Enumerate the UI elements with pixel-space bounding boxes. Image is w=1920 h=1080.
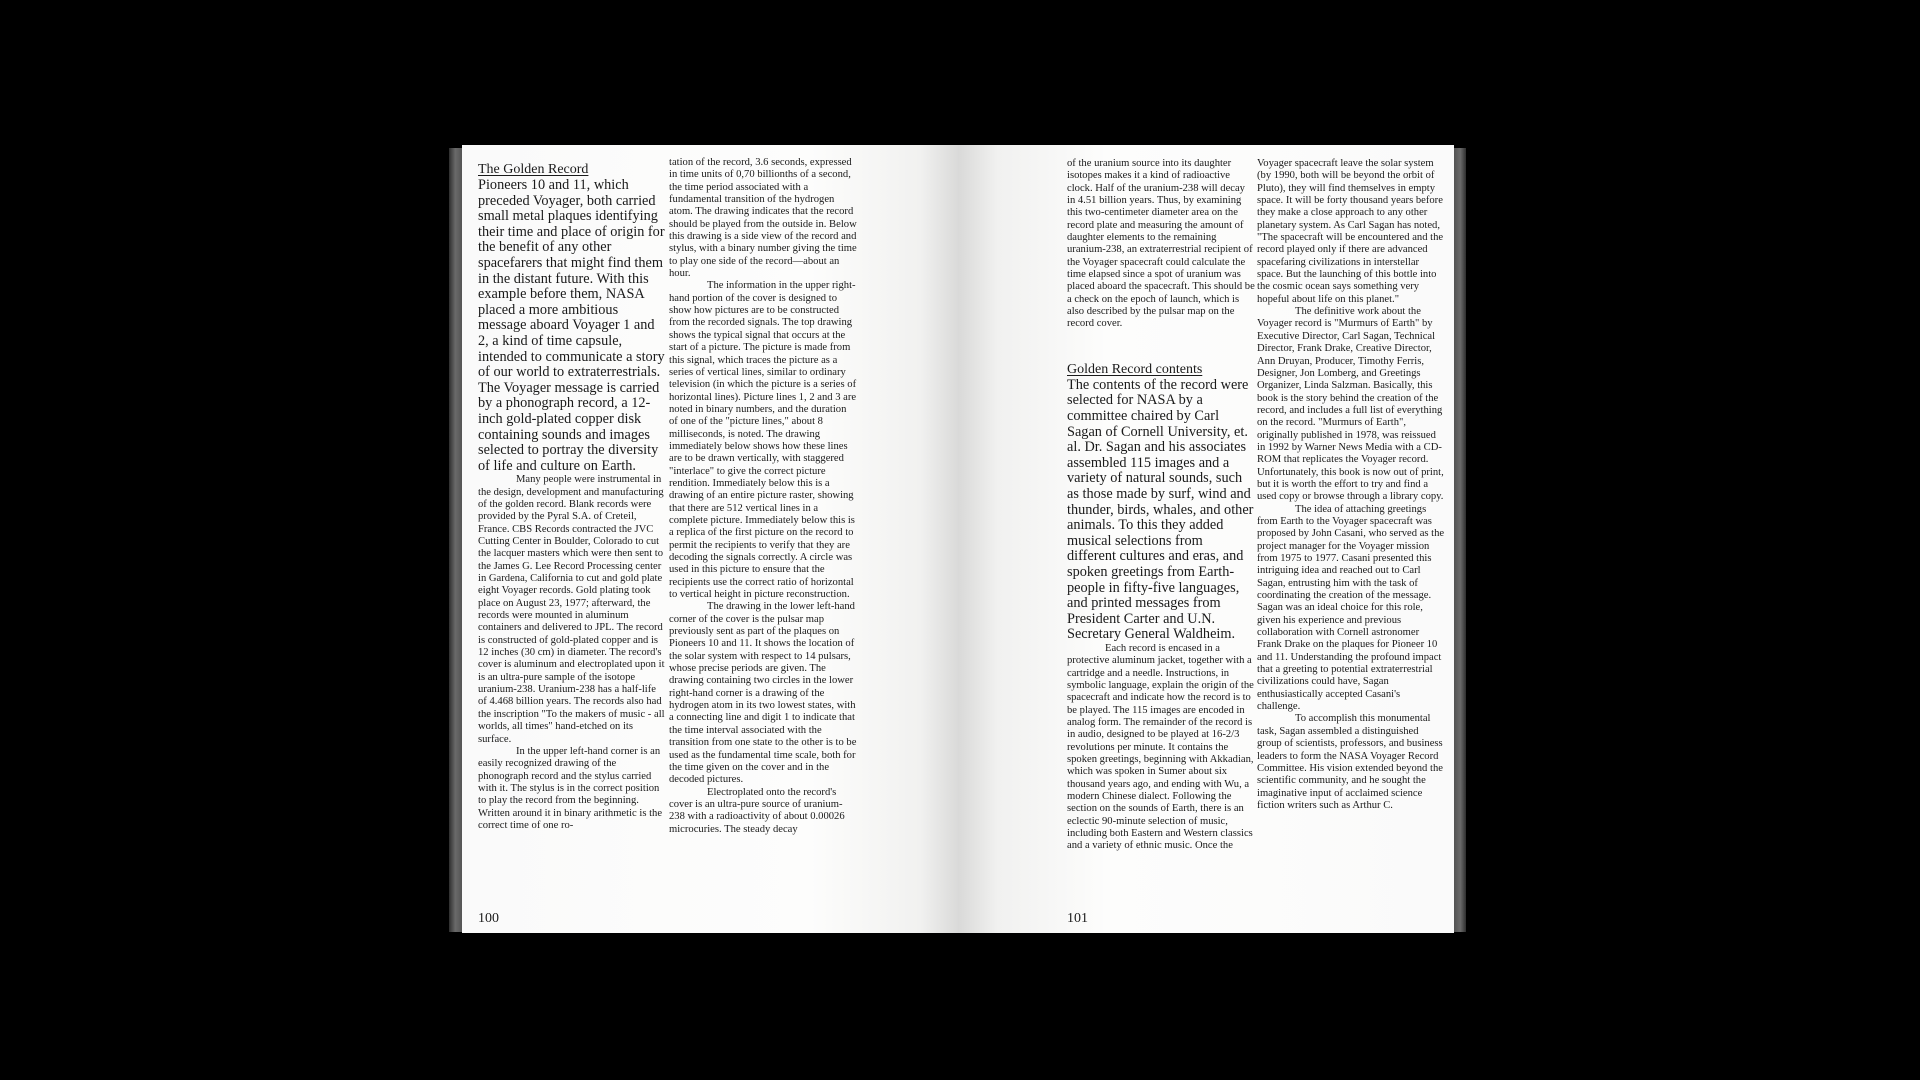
body-paragraph: Voyager spacecraft leave the solar system (by 1990, both will be beyond the orbit of Pluto), they will find themselves in empty space. It will be forty thousand years before they make a close approach to any other planetary system. As Carl Sagan has noted, "The spacecraft will be encountered and the record played only if there are advanced spacefaring civilizations in interstellar space. But the launching of this bottle into the cosmic ocean says something very hopeful about life on this planet." — [1257, 158, 1444, 305]
book-edge-right — [1452, 148, 1466, 932]
section-gap — [1067, 331, 1255, 362]
left-page-column-2 — [669, 157, 857, 836]
right-page — [958, 145, 1454, 933]
section-heading: The Golden Record — [478, 162, 589, 177]
body-paragraph: Many people were instrumental in the design, development and manufacturing of the golden record. Blank records were provided by the Pyral S.A. of Creteil, France. CBS Records contracted the JVC Cutting Center in Boulder, Colorado to cut the lacquer masters which were then sent to the James G. Lee Record Processing center in Gardena, California to cut and gold plate eight Voyager records. Gold plating took place on August 23, 1977; afterward, the records were mounted in aluminum containers and delivered to JPL. The record is constructed of gold-plated copper and is 12 inches (30 cm) in diameter. The record's cover is aluminum and electroplated upon it is an ultra-pure sample of the isotope uranium-238. Uranium-238 has a half-life of 4.468 billion years. The records also had the inscription "To the makers of music - all worlds, all times" hand-etched on its surface. — [478, 474, 665, 745]
right-page-column-1 — [1067, 158, 1255, 853]
section-heading: Golden Record contents — [1067, 361, 1203, 377]
page-number: 101 — [1067, 911, 1088, 926]
right-page-column-2 — [1257, 158, 1445, 812]
body-paragraph: In the upper left-hand corner is an easily recognized drawing of the phonograph record and the stylus carried with it. The stylus is in the correct position to play the record from the beginning. Written around it in binary arithmetic is the correct time of one ro- — [478, 745, 663, 831]
lead-paragraph: The contents of the record were selected for NASA by a committee chaired by Carl Sagan of Cornell University, et. al. Dr. Sagan and his associates assembled 115 images and a variety of natural sounds, such as those made by surf, wind and thunder, birds, whales, and other animals. To this they added musical selections from different cultures and eras, and spoken greetings from Earth-people in fifty-five languages, and printed messages from President Carter and U.N. Secretary General Waldheim. — [1067, 376, 1254, 643]
left-page — [462, 145, 960, 933]
body-paragraph: Electroplated onto the record's cover is an ultra-pure source of uranium-238 with a radioactivity of about 0.00026 microcuries. The steady decay — [669, 786, 845, 835]
lead-paragraph: Pioneers 10 and 11, which preceded Voyager, both carried small metal plaques identifying their time and place of origin for the benefit of any other spacefarers that might find them in the distant future. With this example before them, NASA placed a more ambitious message aboard Voyager 1 and 2, a kind of time capsule, intended to communicate a story of our world to extraterrestrials. The Voyager message is carried by a phonograph record, a 12-inch gold-plated copper disk containing sounds and images selected to portray the diversity of life and culture on Earth. — [478, 177, 665, 474]
body-paragraph: The definitive work about the Voyager record is "Murmurs of Earth" by Executive Director, Carl Sagan, Technical Director, Frank Drake, Creative Director, Ann Druyan, Producer, Timothy Ferris, Designer, Jon Lomberg, and Greetings Organizer, Linda Salzman. Basically, this book is the story behind the creation of the record, and includes a full list of everything on the record. "Murmurs of Earth", originally published in 1978, was reissued in 1992 by Warner News Media with a CD-ROM that replicates the Voyager record. Unfortunately, this book is now out of print, but it is worth the effort to try and find a used copy or browse through a library copy. — [1257, 306, 1444, 503]
body-paragraph: of the uranium source into its daughter isotopes makes it a kind of radioactive clock. Half of the uranium-238 will decay in 4.51 billion years. Thus, by examining this two-centimeter diameter area on the record plate and measuring the amount of daughter elements to the remaining uranium-238, an extraterrestrial recipient of the Voyager spacecraft could calculate the time elapsed since a spot of uranium was placed aboard the spacecraft. This should be a check on the epoch of launch, which is also described by the pulsar map on the record cover. — [1067, 158, 1255, 330]
body-paragraph: The information in the upper right-hand portion of the cover is designed to show how pictures are to be constructed from the recorded signals. The top drawing shows the typical signal that occurs at the start of a picture. The picture is made from this signal, which traces the picture as a series of vertical lines, similar to ordinary television (in which the picture is a series of horizontal lines). Picture lines 1, 2 and 3 are noted in binary numbers, and the duration of one of the "picture lines," about 8 milliseconds, is noted. The drawing immediately below shows how these lines are to be drawn vertically, with staggered "interlace" to give the correct picture rendition. Immediately below this is a drawing of an entire picture raster, showing that there are 512 vertical lines in a complete picture. Immediately below this is a replica of the first picture on the record to permit the recipients to verify that they are decoding the signals correctly. A circle was used in this picture to ensure that the recipients use the correct ratio of horizontal to vertical height in picture reconstruction. — [669, 280, 857, 601]
body-paragraph: To accomplish this monumental task, Sagan assembled a distinguished group of scientists, professors, and business leaders to form the NASA Voyager Record Committee. His vision extended beyond the scientific community, and he sought the imaginative input of acclaimed science fiction writers such as Arthur C. — [1257, 713, 1443, 811]
body-paragraph: The drawing in the lower left-hand corner of the cover is the pulsar map previously sent as part of the plaques on Pioneers 10 and 11. It shows the location of the solar system with respect to 14 pulsars, whose precise periods are given. The drawing containing two circles in the lower right-hand corner is a drawing of the hydrogen atom in its two lowest states, with a connecting line and digit 1 to indicate that the time interval associated with the transition from one state to the other is to be used as the fundamental time scale, both for the time given on the cover and in the decoded pictures. — [669, 601, 857, 786]
left-page-column-1 — [478, 162, 666, 832]
page-number: 100 — [478, 911, 499, 926]
body-paragraph: The idea of attaching greetings from Earth to the Voyager spacecraft was proposed by John Casani, who served as the project manager for the Voyager mission from 1975 to 1977. Casani presented this intriguing idea and reached out to Carl Sagan, entrusting him with the task of coordinating the creation of the message. Sagan was an ideal choice for this role, given his experience and previous collaboration with Cornell astronomer Frank Drake on the plaques for Pioneer 10 and 11. Understanding the profound impact that a greeting to potential extraterrestrial civilizations could have, Sagan enthusiastically accepted Casani's challenge. — [1257, 503, 1445, 713]
body-paragraph: Each record is encased in a protective aluminum jacket, together with a cartridge and a needle. Instructions, in symbolic language, explain the origin of the spacecraft and indicate how the record is to be played. The 115 images are encoded in analog form. The remainder of the record is in audio, designed to be played at 16-2/3 revolutions per minute. It contains the spoken greetings, beginning with Akkadian, which was spoken in Sumer about six thousand years ago, and ending with Wu, a modern Chinese dialect. Following the section on the sounds of Earth, there is an eclectic 90-minute selection of music, including both Eastern and Western classics and a variety of ethnic music. Once the — [1067, 642, 1254, 852]
body-paragraph: tation of the record, 3.6 seconds, expressed in time units of 0,70 billionths of a second, the time period associated with a fundamental transition of the hydrogen atom. The drawing indicates that the record should be played from the outside in. Below this drawing is a side view of the record and stylus, with a binary number giving the time to play one side of the record—about an hour. — [669, 157, 857, 280]
